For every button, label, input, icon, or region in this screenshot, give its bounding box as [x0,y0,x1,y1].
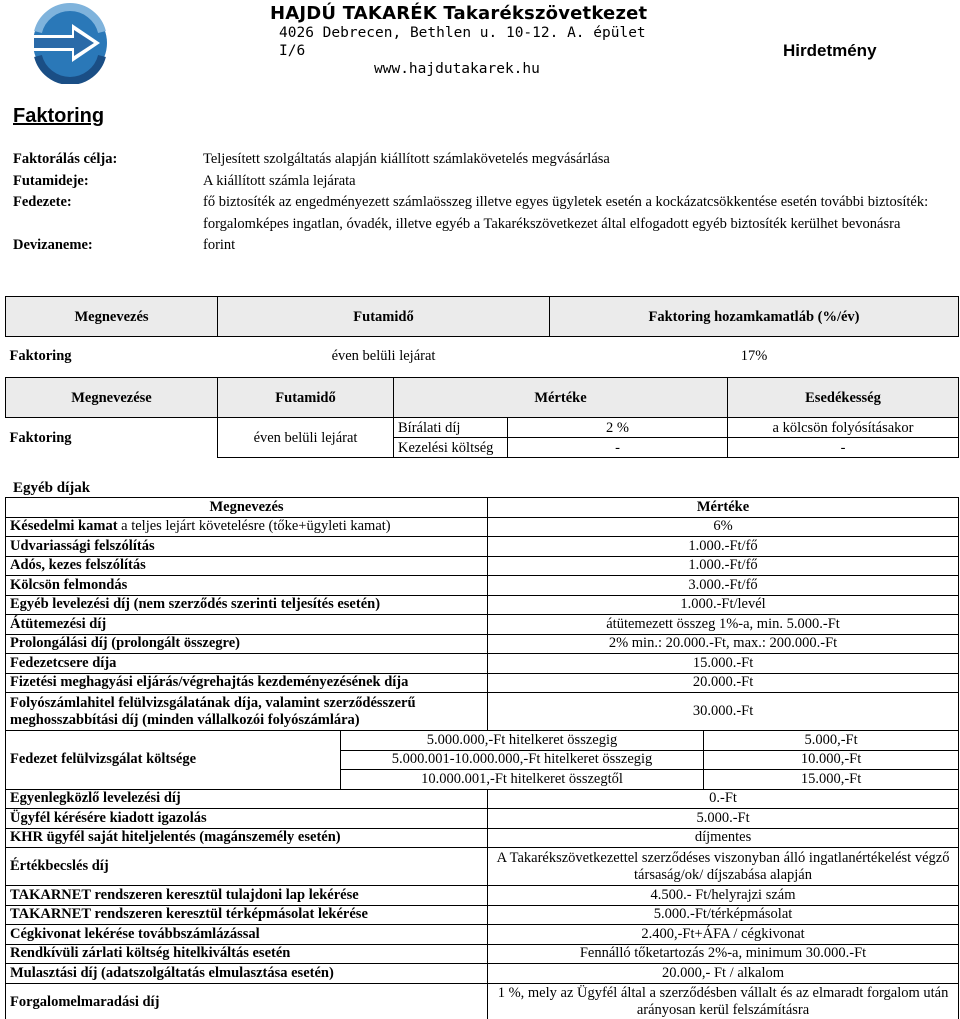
table-cell: éven belüli lejárat [331,347,436,364]
table-cell: Forgalomelmaradási díj [6,983,488,1019]
table-cell: KHR ügyfél saját hiteljelentés (magánszemély esetén) [6,828,488,848]
table-cell: 17% [740,347,768,364]
table-cell: Adós, kezes felszólítás [6,556,488,576]
table-cell: Fedezetcsere díja [6,654,488,674]
table-cell: 10.000.001,-Ft hitelkeret összegtől [341,770,704,790]
table-cell: TAKARNET rendszeren keresztül térképmásolat lekérése [6,905,488,925]
table-row [6,809,959,829]
fee-table [5,377,959,458]
table-header-cell: Megnevezés [6,498,488,518]
table-header-cell: Mértéke [394,378,728,418]
table-row [6,634,959,654]
table-cell: 20.000,- Ft / alkalom [488,964,959,984]
table-cell: Egyenlegközlő levelezési díj [6,789,488,809]
table-row [6,944,959,964]
info-label: Faktorálás célja: [13,151,118,167]
table-cell: 1.000.-Ft/fő [488,556,959,576]
info-row [13,235,953,257]
table-row [6,886,959,906]
table-row [6,337,959,375]
table-cell: 2.400,-Ft+ÁFA / cégkivonat [488,925,959,945]
table-cell: 2 % [508,418,728,438]
table-row [6,576,959,596]
table-cell: 2% min.: 20.000.-Ft, max.: 200.000.-Ft [488,634,959,654]
table-row [6,654,959,674]
table-cell: Prolongálási díj (prolongált összegre) [6,634,488,654]
late-interest-label: Késedelmi kamat [10,518,118,535]
table-cell: TAKARNET rendszeren keresztül tulajdoni lap lekérése [6,886,488,906]
table-cell: Mulasztási díj (adatszolgáltatás elmulasztása esetén) [6,964,488,984]
table-cell: Bírálati díj [394,418,508,438]
table-header-cell: Faktoring hozamkamatláb (%/év) [550,297,959,337]
table-cell [6,517,488,537]
table-header-cell: Megnevezése [6,378,218,418]
table-row [6,595,959,615]
table-row [6,615,959,635]
table-cell: Folyószámlahitel felülvizsgálatának díja, valamint szerződésszerű meghosszabbítási díj (minden vállalkozói folyószámlára) [6,693,488,731]
table-cell: 20.000.-Ft [488,673,959,693]
table-row [6,731,959,751]
table-cell: Udvariassági felszólítás [6,537,488,557]
table-row [6,925,959,945]
table-cell: Rendkívüli zárlati költség hitelkiváltás esetén [6,944,488,964]
info-label: Devizaneme: [13,237,93,253]
table-header-cell: Esedékesség [728,378,959,418]
late-interest-desc: a teljes lejárt követelésre (tőke+ügyleti kamat) [117,518,391,535]
info-row [13,171,953,193]
table-cell: Cégkivonat lekérése továbbszámlázással [6,925,488,945]
table-cell: Fedezet felülvizsgálat költsége [6,731,341,790]
info-label: Fedezete: [13,194,72,210]
table-row [6,789,959,809]
table-cell: 0.-Ft [488,789,959,809]
table-row [6,517,959,537]
table-header-cell: Futamidő [218,378,394,418]
table-cell: éven belüli lejárat [218,418,394,458]
table-header-cell: Megnevezés [6,297,218,337]
table-row [6,828,959,848]
notice-label: Hirdetmény [783,41,877,60]
table-cell: 1 %, mely az Ügyfél által a szerződésben vállalt és az elmaradt forgalom után arányosan kerül felszámításra [488,983,959,1019]
table-cell: 5.000.001-10.000.000,-Ft hitelkeret összegig [341,750,704,770]
product-info [13,149,953,257]
table-cell: Egyéb levelezési díj (nem szerződés szerinti teljesítés esetén) [6,595,488,615]
table-cell: 15.000.-Ft [488,654,959,674]
table-cell: Kezelési költség [394,438,508,458]
table-header-cell: Mértéke [488,498,959,518]
info-row [13,149,953,171]
table-cell: Faktoring [9,347,72,364]
table-cell: - [728,438,959,458]
section-title: Egyéb díjak [13,480,91,496]
table-cell: Faktoring [9,429,72,446]
table-cell: díjmentes [488,828,959,848]
table-row [6,983,959,1019]
table-cell: átütemezett összeg 1%-a, min. 5.000.-Ft [488,615,959,635]
table-cell: Átütemezési díj [6,615,488,635]
info-value: forint [203,237,236,253]
info-value: A kiállított számla lejárata [203,172,356,189]
table-cell: 5.000.-Ft [488,809,959,829]
table-row [6,673,959,693]
table-row [6,848,959,886]
table-cell: 15.000,-Ft [704,770,959,790]
table-cell: 1.000.-Ft/fő [488,537,959,557]
table-cell: 5.000.000,-Ft hitelkeret összegig [341,731,704,751]
info-label: Futamideje: [13,172,89,189]
table-header-row [6,498,959,518]
info-value: fő biztosíték az engedményezett számlaösszeg illetve egyes ügyletek esetén a kockázatcsökkentése esetén további biztosíték: forgalomképes ingatlan, óvadék, illetve egyéb a Takarékszövetkezet által elfogadott egyéb biztosíték kerülhet bevonásra [203,194,929,232]
table-row [6,537,959,557]
table-cell: Fennálló tőketartozás 2%-a, minimum 30.000.-Ft [488,944,959,964]
table-header-cell: Futamidő [218,297,550,337]
table-cell: A Takarékszövetkezettel szerződéses viszonyban álló ingatlanértékelést végző társaság/ok/ díjszabása alapján [488,848,959,886]
table-cell: 1.000.-Ft/levél [488,595,959,615]
organization-website: www.hajdutakarek.hu [374,61,540,77]
arrow-circle-logo-icon [28,2,112,84]
table-cell: Ügyfél kérésére kiadott igazolás [6,809,488,829]
info-value: Teljesített szolgáltatás alapján kiállított számlakövetelés megvásárlása [203,151,610,167]
table-header-row [6,378,959,418]
organization-name: HAJDÚ TAKARÉK Takarékszövetkezet [270,3,648,24]
table-row [6,905,959,925]
header [0,0,960,85]
organization-address: 4026 Debrecen, Bethlen u. 10-12. A. épület I/6 [279,25,646,59]
table-cell: Fizetési meghagyási eljárás/végrehajtás kezdeményezésének díja [6,673,488,693]
table-cell: Értékbecslés díj [6,848,488,886]
table-cell: 5.000,-Ft [704,731,959,751]
table-header-row [6,297,959,337]
table-cell: 5.000.-Ft/térképmásolat [488,905,959,925]
other-fees-table [5,497,959,1019]
table-cell: 30.000.-Ft [488,693,959,731]
table-cell: Kölcsön felmondás [6,576,488,596]
rate-table [5,296,959,375]
table-cell: 4.500.- Ft/helyrajzi szám [488,886,959,906]
table-cell: 3.000.-Ft/fő [488,576,959,596]
table-row [6,418,959,438]
organization-info [270,3,670,78]
table-row [6,693,959,731]
table-cell: a kölcsön folyósításakor [728,418,959,438]
page-title: Faktoring [13,105,105,127]
info-row [13,192,953,235]
table-row [6,556,959,576]
table-cell: - [508,438,728,458]
table-cell: 6% [488,517,959,537]
table-row [6,964,959,984]
table-cell: 10.000,-Ft [704,750,959,770]
